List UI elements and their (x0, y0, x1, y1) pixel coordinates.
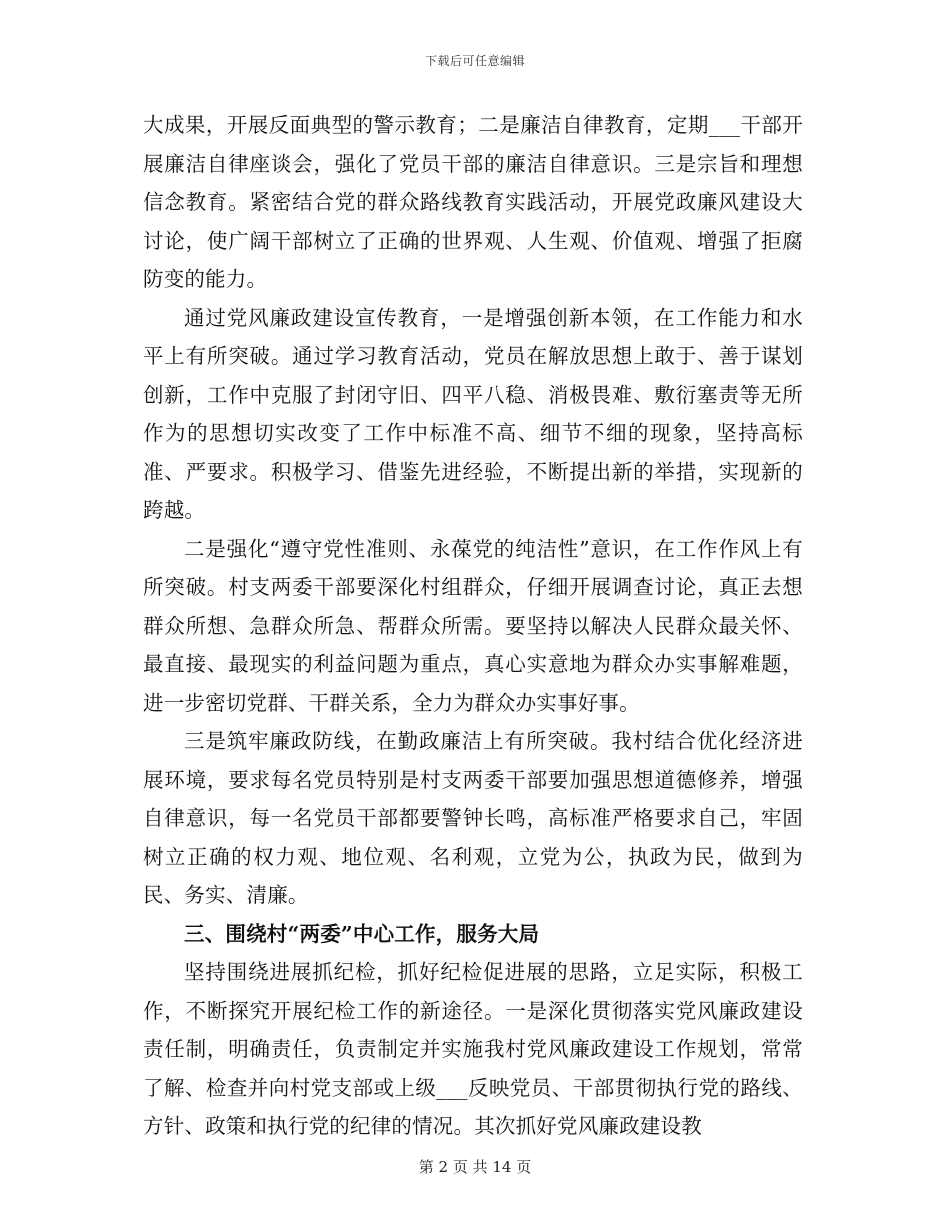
paragraph-continuation: 大成果，开展反面典型的警示教育；二是廉洁自律教育，定期___干部开展廉洁自律座谈会，强化了党员干部的廉洁自律意识。三是宗旨和理想信念教育。紧密结合党的群众路线教育实践活动，开展党政廉风建设大讨论，使广阔干部树立了正确的世界观、人生观、价值观、增强了拒腐防变的能力。 (143, 113, 803, 291)
page-number: 第 2 页 共 14 页 (418, 1158, 532, 1176)
page-header-note: 下载后可任意编辑 (424, 54, 525, 68)
document-body (143, 106, 803, 1146)
paragraph-discipline-work: 坚持围绕进展抓纪检，抓好纪检促进展的思路，立足实际，积极工作，不断探究开展纪检工作的新途径。一是深化贯彻落实党风廉政建设责任制，明确责任，负责制定并实施我村党风廉政建设工作规划，常常了解、检查并向村党支部或上级___反映党员、干部贯彻执行党的路线、方针、政策和执行党的纪律的情况。其次抓好党风廉政建设教 (143, 960, 803, 1138)
paragraph-education-results: 通过党风廉政建设宣传教育，一是增强创新本领，在工作能力和水平上有所突破。通过学习教育活动，党员在解放思想上敢于、善于谋划创新，工作中克服了封闭守旧、四平八稳、消极畏难、敷衍塞责等无所作为的思想切实改变了工作中标准不高、细节不细的现象，坚持高标准、严要求。积极学习、借鉴先进经验，不断提出新的举措，实现新的跨越。 (143, 305, 803, 522)
section-heading: 三、围绕村“两委”中心工作，服务大局 (184, 921, 540, 946)
paragraph-integrity-defense: 三是筑牢廉政防线，在勤政廉洁上有所突破。我村结合优化经济进展环境，要求每名党员特别是村支两委干部要加强思想道德修养，增强自律意识，每一名党员干部都要警钟长鸣，高标准严格要求自己，牢固树立正确的权力观、地位观、名利观，立党为公，执政为民，做到为民、务实、清廉。 (143, 729, 803, 907)
paragraph-work-style: 二是强化“遵守党性准则、永葆党的纯洁性”意识，在工作作风上有所突破。村支两委干部要深化村组群众，仔细开展调查讨论，真正去想群众所想、急群众所急、帮群众所需。要坚持以解决人民群众最关怀、最直接、最现实的利益问题为重点，真心实意地为群众办实事解难题，进一步密切党群、干群关系，全力为群众办实事好事。 (143, 536, 803, 715)
